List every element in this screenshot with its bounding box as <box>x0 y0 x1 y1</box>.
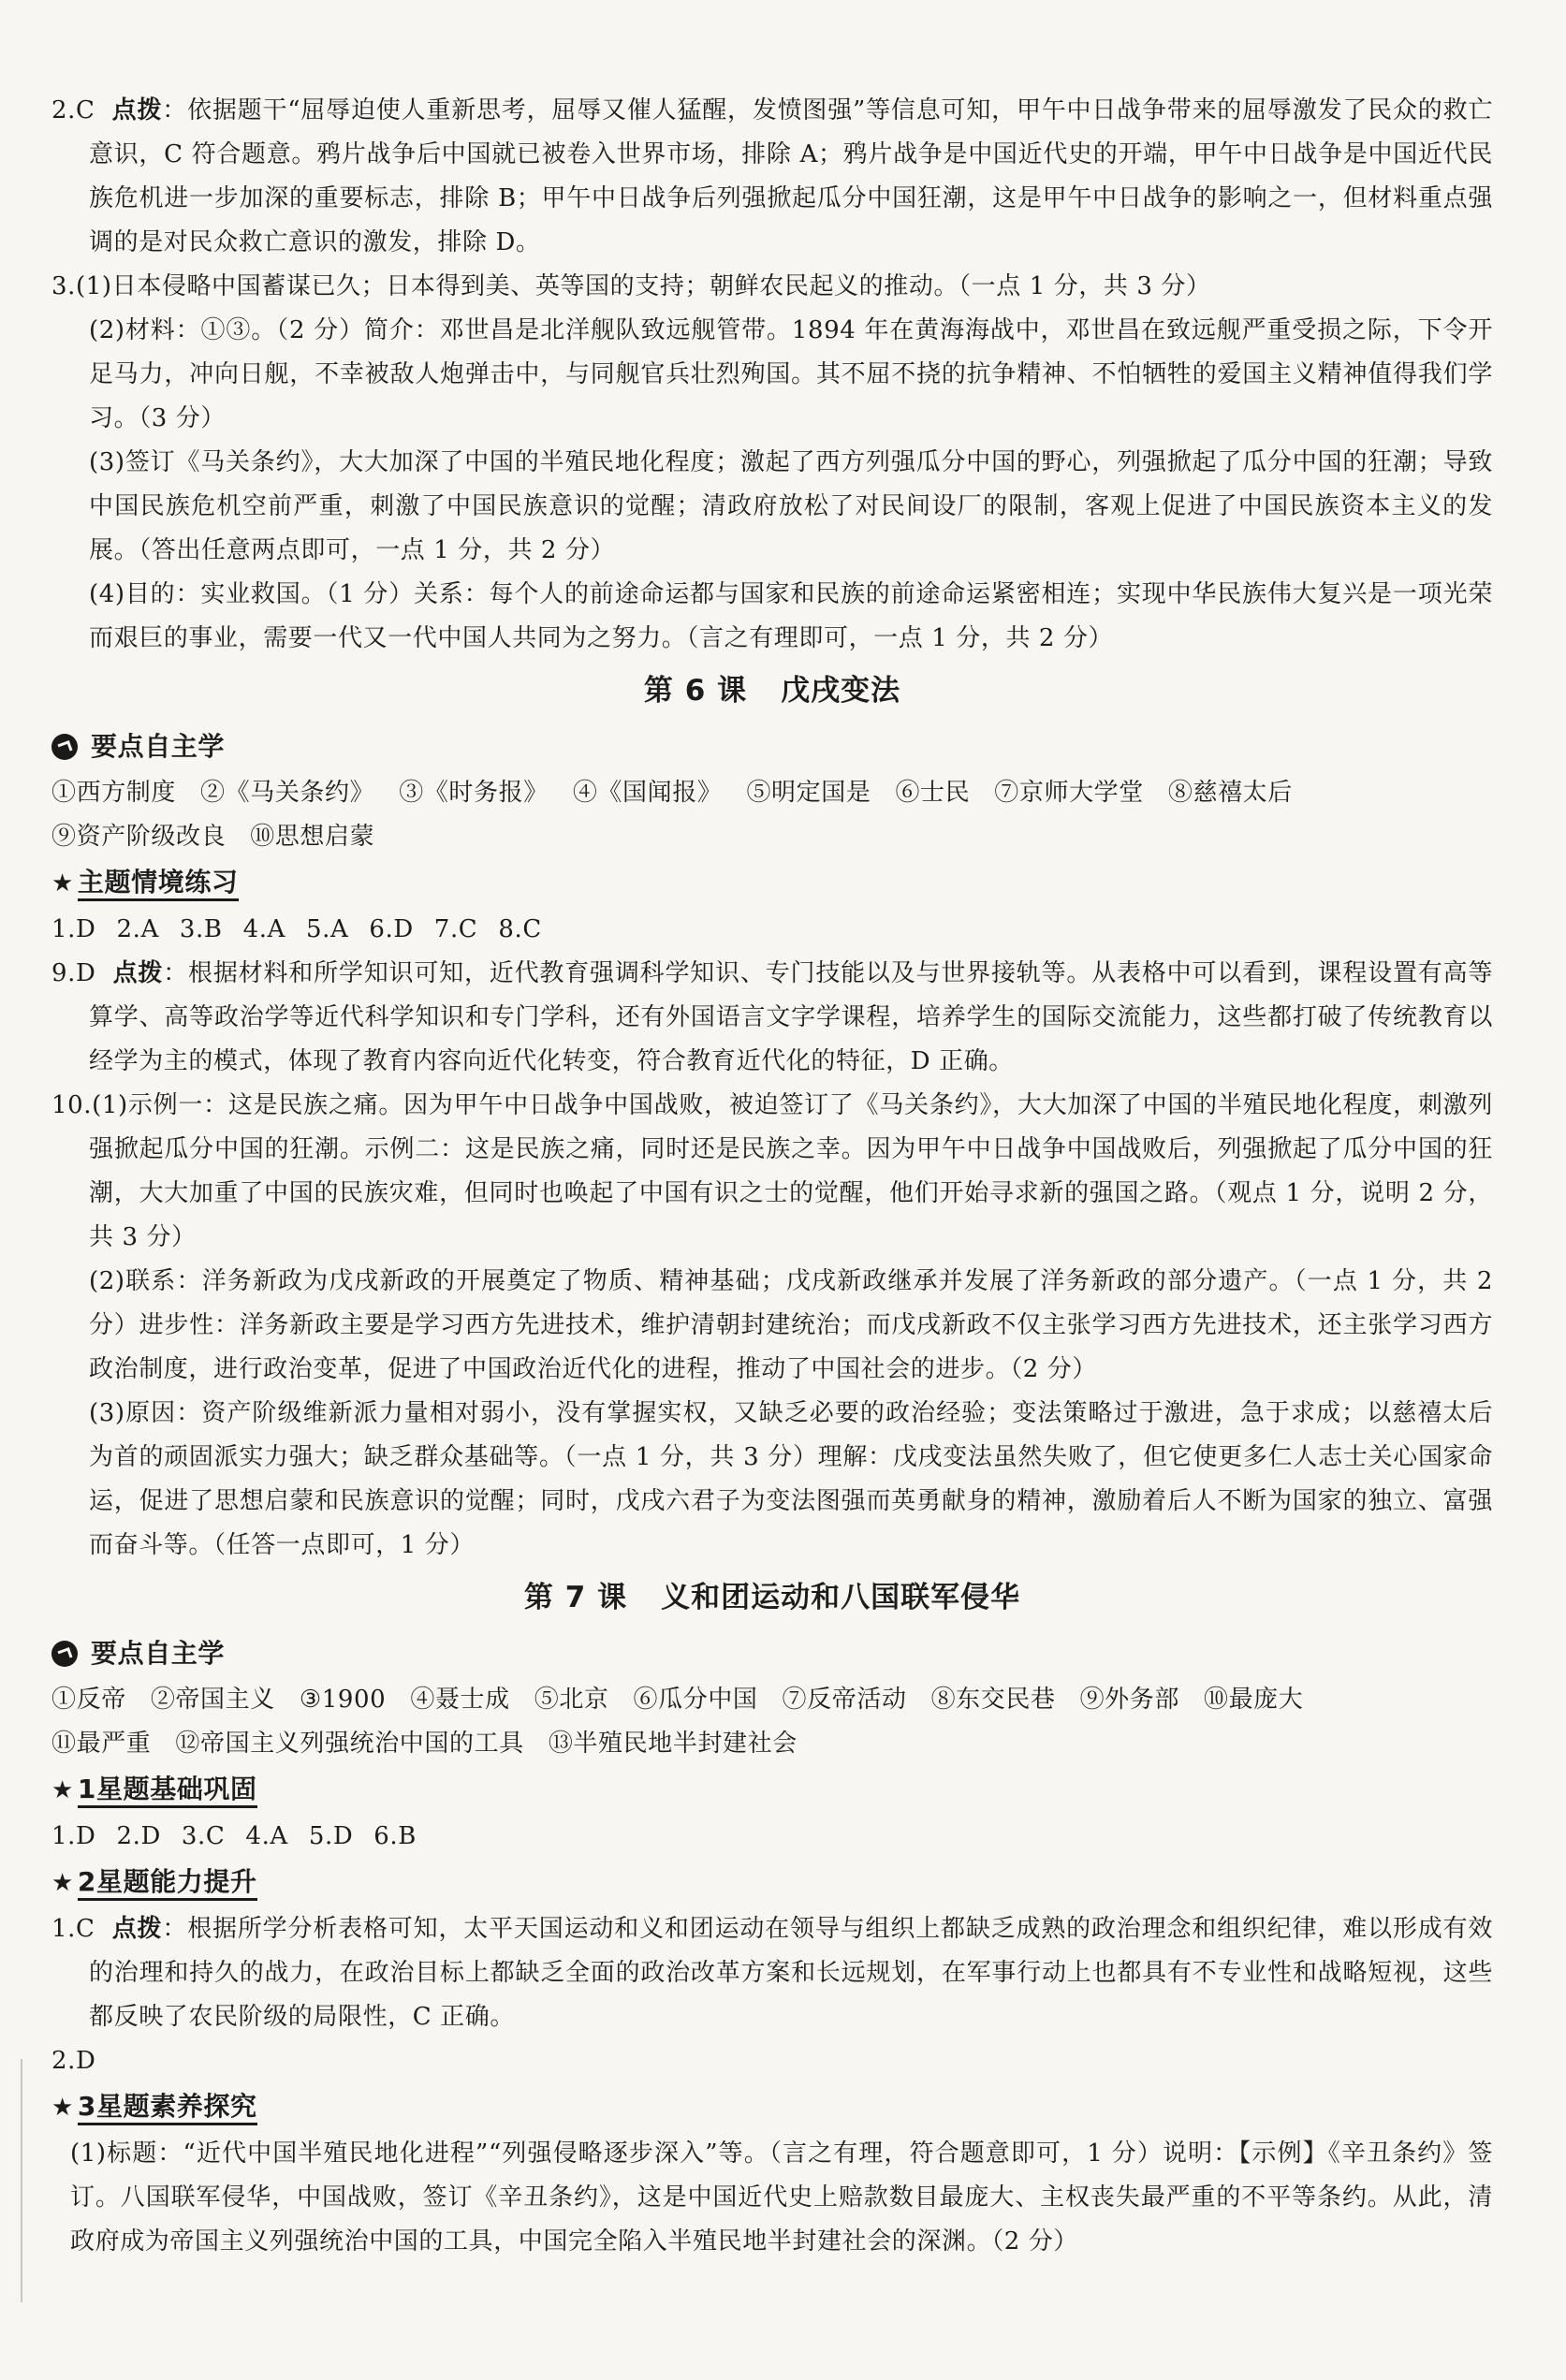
lesson7-keypoints-label: 要点自主学 <box>91 1638 226 1669</box>
lesson7-star2-q2: 2.D <box>51 2047 96 2075</box>
keypoint: ⑪最严重 <box>51 1730 152 1758</box>
lesson7-number: 第 7 课 <box>523 1581 628 1614</box>
lesson6-keypoints-row1 <box>51 771 1493 815</box>
lesson7-keypoints-row2 <box>51 1722 1493 1766</box>
star-icon: ★ <box>51 1776 74 1804</box>
lesson7-star1-heading <box>51 1766 1493 1815</box>
answer-q3-part3: (3)签订《马关条约》，大大加深了中国的半殖民地化程度；激起了西方列强瓜分中国的野心，列强掀起了瓜分中国的狂潮；导致中国民族危机空前严重，刺激了中国民族意识的觉醒；清政府放松了对民间设厂的限制，客观上促进了中国民族资本主义的发展。（答出任意两点即可，一点 1 分，共 2 分） <box>89 448 1493 564</box>
answer-q3-part2: (2)材料：①③。（2 分）简介：邓世昌是北洋舰队致远舰管带。1894 年在黄海海战中，邓世昌在致远舰严重受损之际，下令开足马力，冲向日舰，不幸被敌人炮弹击中，与同舰官兵壮烈殉国。其不屈不挠的抗争精神、不怕牺牲的爱国主义精神值得我们学习。（3 分） <box>89 316 1493 432</box>
lesson6-name: 戊戌变法 <box>781 674 901 708</box>
lesson6-practice-label: 主题情境练习 <box>78 867 239 901</box>
lesson6-keypoints-row2 <box>51 815 1493 859</box>
q2-tip-label: 点拨 <box>111 96 163 124</box>
lesson7-star3-heading <box>51 2083 1493 2132</box>
keypoint: ⑥瓜分中国 <box>633 1686 758 1714</box>
lesson7-title <box>51 1571 1493 1624</box>
keypoint: ④《国闻报》 <box>572 779 723 807</box>
choice-answer: 4.A <box>242 915 285 943</box>
lesson6-answer-q9: 9.D 点拨：根据材料和所学知识可知，近代教育强调科学知识、专门技能以及与世界接轨等。从表格中可以看到，课程设置有高等算学、高等政治学等近代科学知识和专门学科，还有外国语言文字学课程，培养学生的国际交流能力，这些都打破了传统教育以经学为主的模式，体现了教育内容向近代化转变，符合教育近代化的特征，D 正确。 <box>51 959 1493 1075</box>
choice-answer: 6.B <box>373 1822 417 1850</box>
lesson7-star3-part1: (1)标题：“近代中国半殖民地化进程”“列强侵略逐步深入”等。（言之有理，符合题意即可，1 分）说明：【示例】《辛丑条约》签订。八国联军侵华，中国战败，签订《辛丑条约》，这是中国近代史上赔款数目最庞大、主权丧失最严重的不平等条约。从此，清政府成为帝国主义列强统治中国的工具，中国完全陷入半殖民地半封建社会的深渊。（2 分） <box>70 2139 1493 2256</box>
lesson6-practice-heading <box>51 859 1493 908</box>
lesson7-star2-q1: 1.C 点拨：根据所学分析表格可知，太平天国运动和义和团运动在领导与组织上都缺乏成熟的政治理念和组织纪律，难以形成有效的治理和持久的战力，在政治目标上都缺乏全面的政治改革方案和长远规划，在军事行动上也都具有不专业性和战略短视，这些都反映了农民阶级的局限性，C 正确。 <box>51 1915 1493 2031</box>
lesson6-answer-q10-part1 <box>51 1084 1493 1260</box>
lesson6-number: 第 6 课 <box>643 674 748 708</box>
keypoint: ②《马关条约》 <box>200 779 375 807</box>
keypoint: ②帝国主义 <box>150 1686 275 1714</box>
arrow-circle-icon <box>51 1641 78 1667</box>
lesson6-choice-answers <box>51 908 1493 952</box>
lesson7-star1-label: 1星题基础巩固 <box>78 1774 257 1808</box>
keypoint: ⑬半殖民地半封建社会 <box>548 1730 798 1758</box>
q10-p1: (1)示例一：这是民族之痛。因为甲午中日战争中国战败，被迫签订了《马关条约》，大大加深了中国的半殖民地化程度，刺激列强掀起瓜分中国的狂潮。示例二：这是民族之痛，同时还是民族之幸。因为甲午中日战争中国战败后，列强掀起了瓜分中国的狂潮，大大加重了中国的民族灾难，但同时也唤起了中国有识之士的觉醒，他们开始寻求新的强国之路。（观点 1 分，说明 2 分，共 3 分） <box>89 1091 1493 1251</box>
answer-page <box>51 89 1493 2264</box>
choice-answer: 8.C <box>498 915 542 943</box>
lesson6-keypoints-heading <box>51 723 1493 771</box>
keypoint: ⑨资产阶级改良 <box>51 823 227 851</box>
choice-answer: 2.A <box>116 915 159 943</box>
choice-answer: 5.A <box>305 915 349 943</box>
keypoint: ⑩最庞大 <box>1203 1686 1304 1714</box>
lesson6-keypoints-label: 要点自主学 <box>91 731 226 762</box>
lesson6-answer-q10-part2: (2)联系：洋务新政为戊戌新政的开展奠定了物质、精神基础；戊戌新政继承并发展了洋务新政的部分遗产。（一点 1 分，共 2 分）进步性：洋务新政主要是学习西方先进技术，维护清朝封建统治；而戊戌新政不仅主张学习西方先进技术，还主张学习西方政治制度，进行政治变革，促进了中国政治近代化的进程，推动了中国社会的进步。（2 分） <box>89 1267 1493 1383</box>
keypoint: ⑦反帝活动 <box>782 1686 907 1714</box>
lesson7-name: 义和团运动和八国联军侵华 <box>661 1581 1021 1614</box>
choice-answer: 2.D <box>116 1822 161 1850</box>
answer-q2: 2.C 点拨：依据题干“屈辱迫使人重新思考，屈辱又催人猛醒，发愤图强”等信息可知，甲午中日战争带来的屈辱激发了民众的救亡意识，C 符合题意。鸦片战争后中国就已被卷入世界市场，排除 A；鸦片战争是中国近代史的开端，甲午中日战争是中国近代民族危机进一步加深的重要标志，排除 B；甲午中日战争后列强掀起瓜分中国狂潮，这是甲午中日战争的影响之一，但材料重点强调的是对民众救亡意识的激发，排除 D。 <box>51 96 1493 256</box>
lesson6-answer-q10-part3: (3)原因：资产阶级维新派力量相对弱小，没有掌握实权，又缺乏必要的政治经验；变法策略过于激进，急于求成；以慈禧太后为首的顽固派实力强大；缺乏群众基础等。（一点 1 分，共 3 分）理解：戊戌变法虽然失败了，但它使更多仁人志士关心国家命运，促进了思想启蒙和民族意识的觉醒；同时，戊戌六君子为变法图强而英勇献身的精神，激励着后人不断为国家的独立、富强而奋斗等。（任答一点即可，1 分） <box>89 1399 1493 1559</box>
choice-answer: 4.A <box>245 1822 288 1850</box>
keypoint: ⑥士民 <box>895 779 971 807</box>
star-icon: ★ <box>51 1869 74 1897</box>
keypoint: ③《时务报》 <box>399 779 549 807</box>
lesson7-keypoints-row1 <box>51 1678 1493 1722</box>
lesson7-star3-label: 3星题素养探究 <box>78 2091 257 2125</box>
answer-q3-part4: (4)目的：实业救国。（1 分）关系：每个人的前途命运都与国家和民族的前途命运紧密相连；实现中华民族伟大复兴是一项光荣而艰巨的事业，需要一代又一代中国人共同为之努力。（言之有理即可，一点 1 分，共 2 分） <box>89 580 1493 652</box>
keypoint: ⑤明定国是 <box>746 779 871 807</box>
q2-number: 2.C <box>51 96 95 124</box>
keypoint: ⑧东交民巷 <box>930 1686 1056 1714</box>
page-edge-line <box>21 2059 22 2302</box>
arrow-circle-icon <box>51 734 78 760</box>
q2-text: 依据题干“屈辱迫使人重新思考，屈辱又催人猛醒，发愤图强”等信息可知，甲午中日战争带来的屈辱激发了民众的救亡意识，C 符合题意。鸦片战争后中国就已被卷入世界市场，排除 A；鸦片战争是中国近代史的开端，甲午中日战争是中国近代民族危机进一步加深的重要标志，排除 B；甲午中日战争后列强掀起瓜分中国狂潮，这是甲午中日战争的影响之一，但材料重点强调的是对民众救亡意识的激发，排除 D。 <box>89 96 1493 256</box>
choice-answer: 5.D <box>308 1822 354 1850</box>
lesson7-star2-label: 2星题能力提升 <box>78 1866 257 1901</box>
lesson7-star1-answers <box>51 1815 1493 1859</box>
star2-q1-tip-label: 点拨 <box>111 1915 163 1943</box>
choice-answer: 3.C <box>181 1822 226 1850</box>
q3-number: 3. <box>51 272 77 300</box>
lesson7-keypoints-heading <box>51 1629 1493 1678</box>
keypoint: ④聂士成 <box>410 1686 510 1714</box>
q9-tip-label: 点拨 <box>112 959 164 987</box>
choice-answer: 7.C <box>433 915 478 943</box>
star-icon: ★ <box>51 2094 74 2122</box>
q3-p1: (1)日本侵略中国蓄谋已久；日本得到美、英等国的支持；朝鲜农民起义的推动。（一点 1 分，共 3 分） <box>76 272 1211 300</box>
keypoint: ①反帝 <box>51 1686 126 1714</box>
star-icon: ★ <box>51 869 74 898</box>
choice-answer: 1.D <box>51 1822 96 1850</box>
keypoint: ⑨外务部 <box>1079 1686 1179 1714</box>
lesson6-title <box>51 664 1493 717</box>
q10-number: 10. <box>51 1091 93 1119</box>
keypoint: ⑩思想启蒙 <box>250 823 375 851</box>
star2-q1-number: 1.C <box>51 1915 95 1943</box>
answer-q3-part1 <box>51 265 1493 309</box>
q9-text: 根据材料和所学知识可知，近代教育强调科学知识、专门技能以及与世界接轨等。从表格中可以看到，课程设置有高等算学、高等政治学等近代科学知识和专门学科，还有外国语言文字学课程，培养学生的国际交流能力，这些都打破了传统教育以经学为主的模式，体现了教育内容向近代化转变，符合教育近代化的特征，D 正确。 <box>89 959 1493 1075</box>
choice-answer: 6.D <box>369 915 414 943</box>
lesson7-star2-heading <box>51 1859 1493 1907</box>
choice-answer: 1.D <box>51 915 96 943</box>
choice-answer: 3.B <box>179 915 223 943</box>
q9-number: 9.D <box>51 959 96 987</box>
keypoint: ③1900 <box>299 1686 387 1714</box>
keypoint: ⑫帝国主义列强统治中国的工具 <box>175 1730 524 1758</box>
star2-q1-text: 根据所学分析表格可知，太平天国运动和义和团运动在领导与组织上都缺乏成熟的政治理念和组织纪律，难以形成有效的治理和持久的战力，在政治目标上都缺乏全面的政治改革方案和长远规划，在军事行动上也都具有不专业性和战略短视，这些都反映了农民阶级的局限性，C 正确。 <box>89 1915 1493 2031</box>
keypoint: ⑧慈禧太后 <box>1167 779 1293 807</box>
keypoint: ⑤北京 <box>534 1686 609 1714</box>
keypoint: ①西方制度 <box>51 779 177 807</box>
keypoint: ⑦京师大学堂 <box>994 779 1144 807</box>
